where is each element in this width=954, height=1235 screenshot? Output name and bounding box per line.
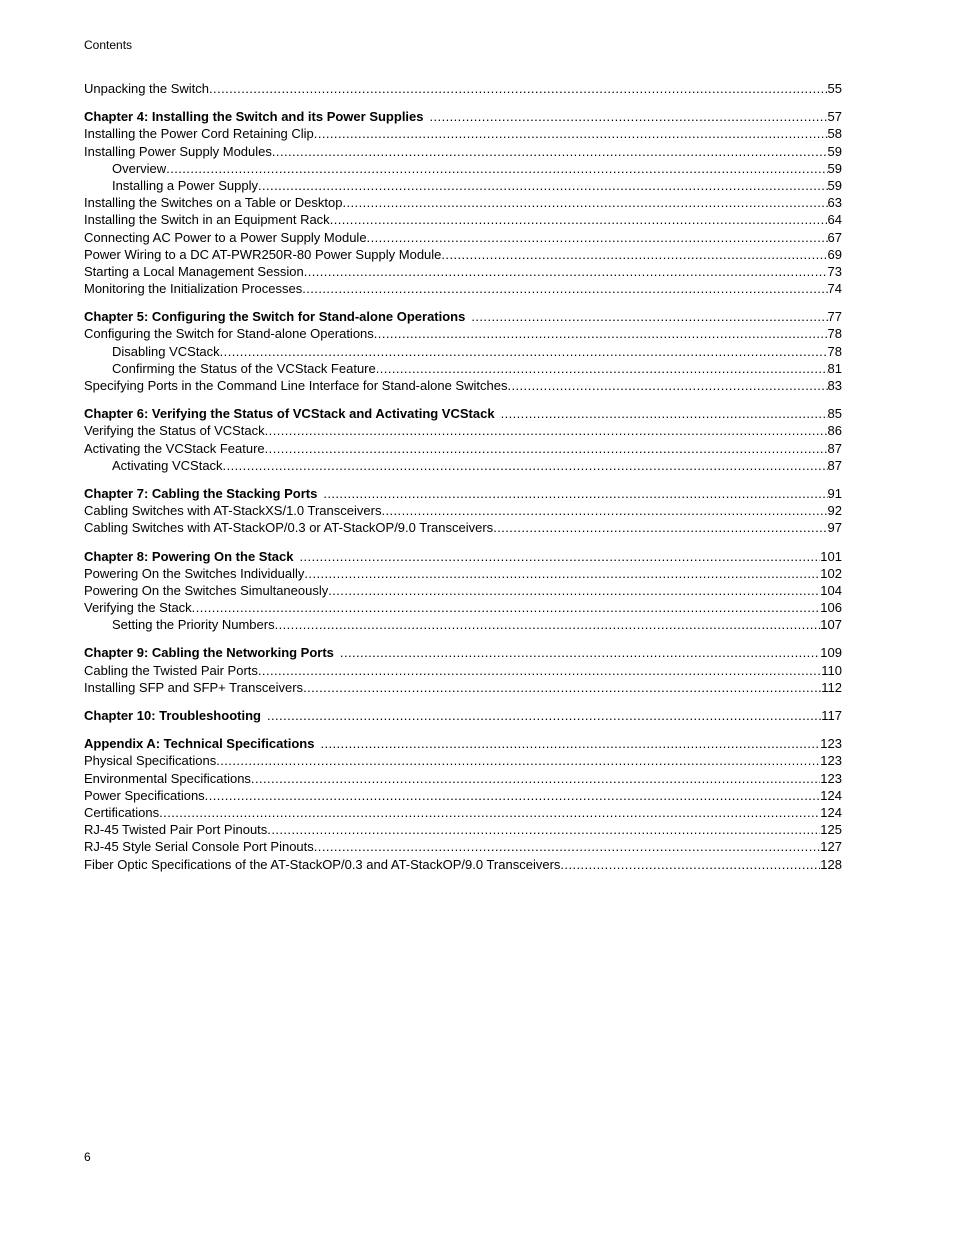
toc-entry[interactable] xyxy=(84,160,842,177)
toc-entry[interactable] xyxy=(84,616,842,633)
toc-chapter-entry[interactable] xyxy=(84,735,842,752)
toc-entry-title: Overview xyxy=(112,160,167,176)
dot-leader xyxy=(367,229,828,246)
dot-leader xyxy=(340,644,820,661)
toc-entry-page: 83 xyxy=(827,378,842,393)
toc-entry[interactable] xyxy=(84,125,842,142)
toc-entry-title: Chapter 6: Verifying the Status of VCStack and Activating VCStack xyxy=(84,406,495,422)
toc-entry-page: 58 xyxy=(827,126,842,142)
toc-entry[interactable] xyxy=(84,787,842,804)
toc-entry-title: Certifications xyxy=(84,804,160,820)
toc-entry-page: 125 xyxy=(820,822,842,838)
toc-entry-page: 127 xyxy=(820,839,842,855)
toc-entry-page: 67 xyxy=(827,229,842,245)
toc-entry-title: Fiber Optic Specifications of the AT-StackOP/0.3 and AT-StackOP/9.0 Transceivers xyxy=(84,856,561,872)
toc-entry-page: 124 xyxy=(820,787,842,803)
toc-entry-title: Physical Specifications xyxy=(84,753,217,769)
toc-entry-title: Power Specifications xyxy=(84,787,205,803)
toc-entry-page: 78 xyxy=(827,343,842,359)
toc-entry[interactable] xyxy=(84,422,842,439)
toc-entry-page: 85 xyxy=(827,406,842,422)
toc-entry-title: RJ-45 Twisted Pair Port Pinouts xyxy=(84,822,268,838)
toc-entry[interactable] xyxy=(84,582,842,599)
toc-section xyxy=(84,644,842,696)
toc-entry[interactable] xyxy=(84,360,842,377)
toc-entry-title: Chapter 4: Installing the Switch and its Power Supplies xyxy=(84,109,424,125)
dot-leader xyxy=(342,194,827,211)
toc-entry-page: 81 xyxy=(827,360,842,376)
toc-entry-title: Setting the Priority Numbers xyxy=(112,617,275,633)
toc-entry-title: Verifying the Stack xyxy=(84,600,192,616)
toc-entry[interactable] xyxy=(84,211,842,228)
toc-section xyxy=(84,405,842,474)
toc-entry-page: 92 xyxy=(827,503,842,519)
dot-leader xyxy=(441,246,827,263)
toc-entry-page: 101 xyxy=(820,548,842,564)
dot-leader xyxy=(267,707,821,724)
toc-entry[interactable] xyxy=(84,246,842,263)
toc-entry-title: Chapter 8: Powering On the Stack xyxy=(84,548,294,564)
dot-leader xyxy=(507,377,827,394)
toc-entry[interactable] xyxy=(84,229,842,246)
toc-entry[interactable] xyxy=(84,263,842,280)
dot-leader xyxy=(223,457,828,474)
toc-entry[interactable] xyxy=(84,440,842,457)
toc-chapter-entry[interactable] xyxy=(84,644,842,661)
toc-entry[interactable] xyxy=(84,194,842,211)
toc-entry[interactable] xyxy=(84,143,842,160)
toc-entry-page: 64 xyxy=(827,212,842,228)
toc-entry-title: Installing the Switches on a Table or Desktop xyxy=(84,195,343,211)
toc-entry-title: Powering On the Switches Individually xyxy=(84,565,305,581)
dot-leader xyxy=(220,343,828,360)
toc-entry-page: 107 xyxy=(820,617,842,633)
toc-entry-page: 110 xyxy=(821,662,842,678)
toc-chapter-entry[interactable] xyxy=(84,108,842,125)
dot-leader xyxy=(304,565,820,582)
toc-chapter-entry[interactable] xyxy=(84,485,842,502)
toc-entry[interactable] xyxy=(84,838,842,855)
toc-entry[interactable] xyxy=(84,502,842,519)
toc-entry-title: Installing the Switch in an Equipment Rack xyxy=(84,212,330,228)
toc-entry-page: 63 xyxy=(827,195,842,211)
toc-entry[interactable] xyxy=(84,804,842,821)
toc-entry-title: RJ-45 Style Serial Console Port Pinouts xyxy=(84,839,314,855)
toc-entry-title: Verifying the Status of VCStack xyxy=(84,423,265,439)
toc-entry-title: Installing a Power Supply xyxy=(112,177,258,193)
toc-entry-title: Connecting AC Power to a Power Supply Module xyxy=(84,229,367,245)
dot-leader xyxy=(258,662,821,679)
toc-entry-page: 87 xyxy=(827,440,842,456)
running-header: Contents xyxy=(84,38,133,52)
toc-entry-title: Specifying Ports in the Command Line Interface for Stand-alone Switches xyxy=(84,378,508,393)
toc-entry-page: 78 xyxy=(827,326,842,342)
toc-entry[interactable] xyxy=(84,343,842,360)
toc-entry-page: 86 xyxy=(827,423,842,439)
toc-entry[interactable] xyxy=(84,177,842,194)
toc-entry-title: Cabling the Twisted Pair Ports xyxy=(84,662,258,678)
dot-leader xyxy=(374,325,828,342)
toc-entry[interactable] xyxy=(84,770,842,787)
toc-entry-page: 59 xyxy=(827,177,842,193)
dot-leader xyxy=(304,263,828,280)
toc-entry-title: Powering On the Switches Simultaneously xyxy=(84,582,329,598)
toc-entry-page: 123 xyxy=(820,753,842,769)
toc-entry-page: 123 xyxy=(820,770,842,786)
dot-leader xyxy=(323,485,827,502)
toc-entry-title: Monitoring the Initialization Processes xyxy=(84,281,303,297)
toc-entry-page: 109 xyxy=(820,645,842,661)
toc-entry[interactable] xyxy=(84,377,842,394)
toc-entry-title: Configuring the Switch for Stand-alone Operations xyxy=(84,326,374,342)
toc-chapter-entry[interactable] xyxy=(84,548,842,565)
toc-section xyxy=(84,735,842,873)
toc-entry-page: 57 xyxy=(827,109,842,125)
dot-leader xyxy=(265,440,828,457)
toc-entry[interactable] xyxy=(84,457,842,474)
toc-section xyxy=(84,707,842,724)
toc-entry-title: Confirming the Status of the VCStack Feature xyxy=(112,360,376,376)
toc-entry[interactable] xyxy=(84,679,842,696)
dot-leader xyxy=(501,405,828,422)
toc-entry-page: 128 xyxy=(820,856,842,872)
toc-entry-page: 59 xyxy=(827,160,842,176)
toc-entry[interactable] xyxy=(84,821,842,838)
toc-entry[interactable] xyxy=(84,565,842,582)
toc-entry-page: 77 xyxy=(827,309,842,325)
dot-leader xyxy=(216,752,820,769)
toc-entry-page: 59 xyxy=(827,143,842,159)
toc-section xyxy=(84,548,842,634)
toc-entry[interactable] xyxy=(84,662,842,679)
dot-leader xyxy=(330,211,828,228)
dot-leader xyxy=(471,308,827,325)
dot-leader xyxy=(300,548,821,565)
toc-entry[interactable] xyxy=(84,752,842,769)
toc-entry-page: 123 xyxy=(820,736,842,752)
toc-entry-title: Chapter 10: Troubleshooting xyxy=(84,708,261,723)
toc-entry-title: Cabling Switches with AT-StackXS/1.0 Transceivers xyxy=(84,503,382,519)
dot-leader xyxy=(265,422,828,439)
dot-leader xyxy=(267,821,820,838)
toc-entry-page: 73 xyxy=(827,263,842,279)
dot-leader xyxy=(159,804,820,821)
dot-leader xyxy=(275,616,821,633)
toc-entry-page: 74 xyxy=(827,281,842,297)
toc-entry-page: 117 xyxy=(821,708,842,723)
toc-entry[interactable] xyxy=(84,325,842,342)
toc-entry-title: Cabling Switches with AT-StackOP/0.3 or AT-StackOP/9.0 Transceivers xyxy=(84,520,494,536)
dot-leader xyxy=(430,108,828,125)
toc-entry-title: Environmental Specifications xyxy=(84,770,251,786)
toc-entry-title: Installing Power Supply Modules xyxy=(84,143,272,159)
dot-leader xyxy=(328,582,820,599)
toc-entry-page: 104 xyxy=(820,582,842,598)
toc-entry[interactable] xyxy=(84,80,842,97)
dot-leader xyxy=(376,360,828,377)
dot-leader xyxy=(560,856,820,873)
dot-leader xyxy=(320,735,820,752)
dot-leader xyxy=(314,838,821,855)
toc-entry[interactable] xyxy=(84,599,842,616)
toc-entry-title: Chapter 9: Cabling the Networking Ports xyxy=(84,645,334,661)
toc-entry-title: Power Wiring to a DC AT-PWR250R-80 Power Supply Module xyxy=(84,246,442,262)
dot-leader xyxy=(258,177,828,194)
toc-entry[interactable] xyxy=(84,280,842,297)
toc-entry-title: Disabling VCStack xyxy=(112,343,220,359)
toc-entry-page: 91 xyxy=(827,485,842,501)
toc-section xyxy=(84,108,842,297)
dot-leader xyxy=(314,125,828,142)
page-number: 6 xyxy=(84,1150,91,1164)
toc-entry-title: Installing SFP and SFP+ Transceivers xyxy=(84,679,304,695)
toc-entry[interactable] xyxy=(84,519,842,536)
toc-entry-page: 124 xyxy=(820,804,842,820)
toc-entry-title: Starting a Local Management Session xyxy=(84,263,304,279)
dot-leader xyxy=(209,80,828,97)
toc-entry-title: Chapter 5: Configuring the Switch for Stand-alone Operations xyxy=(84,309,466,325)
toc-entry-page: 87 xyxy=(827,457,842,473)
dot-leader xyxy=(251,770,820,787)
toc-section xyxy=(84,80,842,97)
toc-entry-title: Appendix A: Technical Specifications xyxy=(84,736,315,752)
dot-leader xyxy=(302,280,827,297)
toc-section xyxy=(84,485,842,537)
toc-entry-page: 97 xyxy=(827,520,842,536)
toc-entry-page: 112 xyxy=(821,679,842,695)
toc-entry-title: Activating VCStack xyxy=(112,457,223,473)
dot-leader xyxy=(166,160,827,177)
toc-entry-page: 102 xyxy=(820,565,842,581)
dot-leader xyxy=(493,519,827,536)
toc-entry-page: 69 xyxy=(827,246,842,262)
toc-chapter-entry[interactable] xyxy=(84,707,842,724)
table-of-contents xyxy=(84,80,842,884)
dot-leader xyxy=(303,679,821,696)
toc-entry-title: Activating the VCStack Feature xyxy=(84,440,265,456)
dot-leader xyxy=(381,502,827,519)
toc-entry-title: Unpacking the Switch xyxy=(84,81,210,96)
dot-leader xyxy=(192,599,821,616)
dot-leader xyxy=(205,787,821,804)
toc-chapter-entry[interactable] xyxy=(84,308,842,325)
toc-entry-title: Chapter 7: Cabling the Stacking Ports xyxy=(84,485,318,501)
toc-entry-title: Installing the Power Cord Retaining Clip xyxy=(84,126,314,142)
dot-leader xyxy=(272,143,828,160)
toc-section xyxy=(84,308,842,394)
toc-entry-page: 55 xyxy=(827,81,842,96)
toc-entry-page: 106 xyxy=(820,600,842,616)
toc-chapter-entry[interactable] xyxy=(84,405,842,422)
toc-entry[interactable] xyxy=(84,856,842,873)
